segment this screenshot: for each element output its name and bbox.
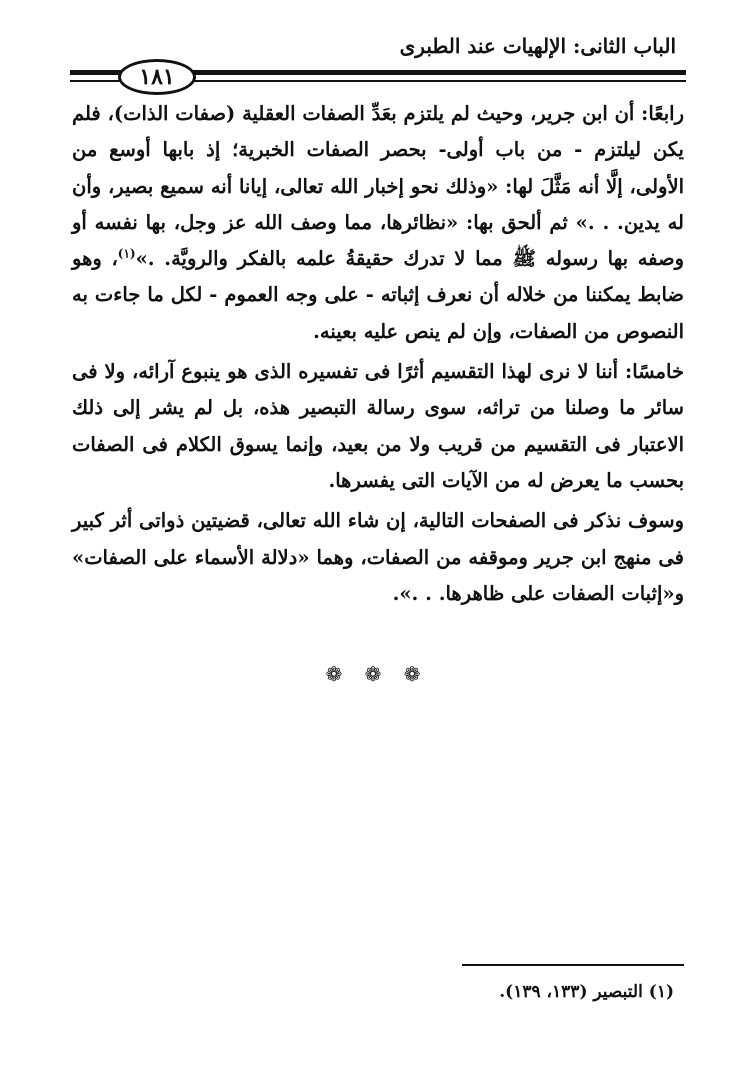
footnote-marker: (١) [648, 982, 674, 1002]
footnote-rule [462, 964, 684, 966]
footnote-reference: (١) [117, 246, 136, 261]
paragraph-closing: وسوف نذكر فى الصفحات التالية، إن شاء الله تعالى، قضيتين ذواتى أثر كبير فى منهج ابن جرير وموقفه من الصفات، وهما «دلالة الأسماء على الصفات» و«إثبات الصفات على ظاهرها. . .». [72, 509, 684, 605]
paragraph-fifth: خامسًا: أننا لا نرى لهذا التقسيم أثرًا فى تفسيره الذى هو ينبوع آرائه، ولا فى سائر ما وصلنا من تراثه، سوى رسالة التبصير هذه، بل لم يشر إلى ذلك الاعتبار فى التقسيم من قريب ولا من بعيد، وإنما يسوق الكلام فى الصفات بحسب ما يعرض له من الآيات التى يفسرها. [72, 360, 684, 492]
footnote-text: التبصير (١٣٣، ١٣٩). [499, 982, 643, 1002]
paragraph-fourth-continuation: ، وهو ضابط يمكننا من خلاله أن نعرف إثباته - على وجه العموم - لكل ما جاءت به النصوص من الصفات، وإن لم ينص عليه بعينه. [72, 247, 684, 343]
paragraph-fourth [72, 96, 684, 350]
section-ornament: ❁ ❁ ❁ [325, 662, 429, 686]
body-text [72, 96, 684, 612]
running-head: الباب الثانى: الإلهيات عند الطبرى [399, 34, 676, 58]
footnote [499, 982, 674, 1002]
page-number [118, 59, 196, 95]
paragraph-fourth-text: رابعًا: أن ابن جرير، وحيث لم يلتزم بعَدِّ الصفات العقلية (صفات الذات)، فلم يكن ليلتزم - من باب أولى- بحصر الصفات الخبرية؛ إذ بابها أوسع من الأولى، إلَّا أنه مَثَّلَ لها: «وذلك نحو إخبار الله تعالى، إيانا أنه سميع بصير، وأن له يدين. . .» ثم ألحق بها: «نظائرها، مما وصف الله عز وجل، بها نفسه أو وصفه بها رسوله ﷺ مما لا تدرك حقيقةُ علمه بالفكر والرويَّة. .» [72, 102, 684, 271]
page-number-text: ١٨١ [139, 64, 175, 90]
